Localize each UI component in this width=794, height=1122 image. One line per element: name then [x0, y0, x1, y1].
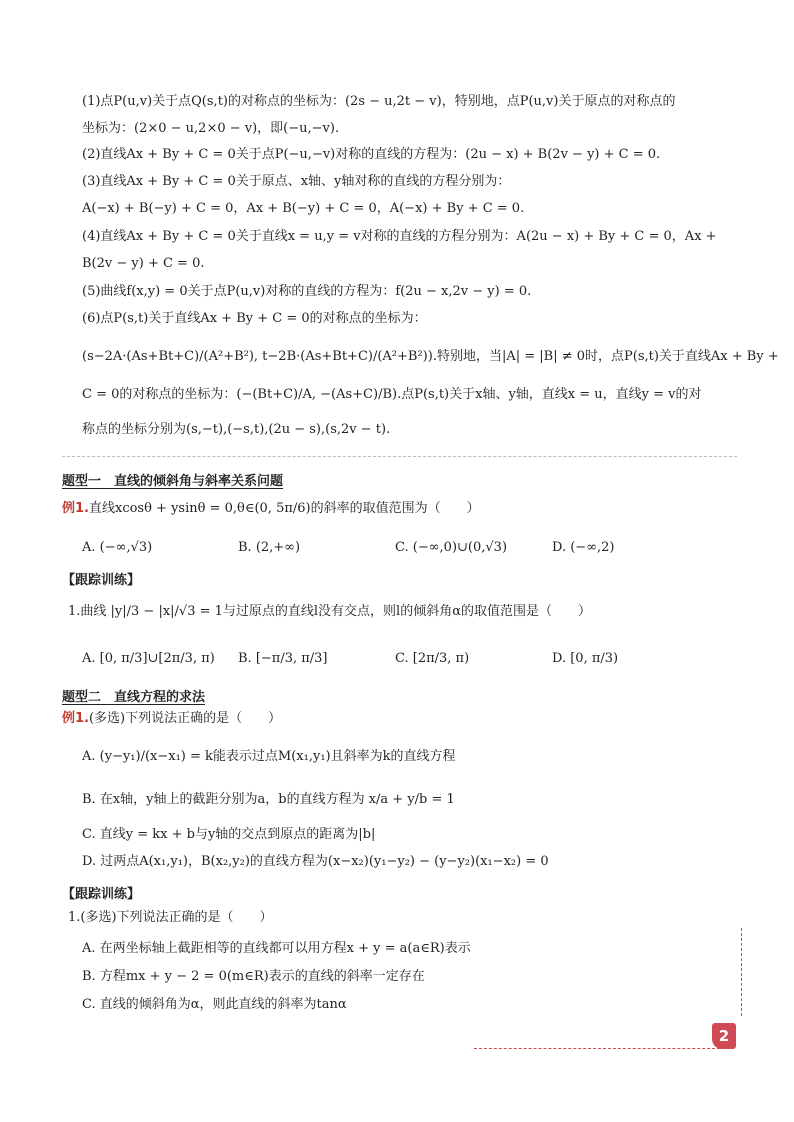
formula-line: (s−2A·(As+Bt+C)/(A²+B²), t−2B·(As+Bt+C)/(A²+B²)).特别地，当|A| = |B| ≠ 0时，点P(s,t)关于直线Ax + By + — [82, 349, 779, 364]
option-b: B. 在x轴，y轴上的截距分别为a，b的直线方程为 x/a + y/b = 1 — [82, 792, 455, 807]
option-b: B. (2,+∞) — [238, 540, 301, 555]
example-question — [62, 500, 480, 518]
example-text: (多选)下列说法正确的是（ ） — [88, 711, 282, 726]
formula-line: (6)点P(s,t)关于直线Ax + By + C = 0的对称点的坐标为： — [82, 311, 427, 326]
practice-option-a: A. [0, π/3]∪[2π/3, π) — [82, 651, 215, 666]
formula-line: B(2v − y) + C = 0. — [82, 256, 205, 271]
option-d: D. (−∞,2) — [552, 540, 615, 555]
option-a: A. (−∞,√3) — [82, 540, 153, 555]
practice-option-c: C. [2π/3, π) — [395, 651, 470, 666]
formula-line: C = 0的对称点的坐标为：(−(Bt+C)/A, −(As+C)/B).点P(s,t)关于x轴、y轴，直线x = u，直线y = v的对 — [82, 387, 702, 402]
section-title: 题型二 直线方程的求法 — [62, 690, 206, 705]
option-d: D. 过两点A(x₁,y₁)，B(x₂,y₂)的直线方程为(x−x₂)(y₁−y₂) − (y−y₂)(x₁−x₂) = 0 — [82, 854, 549, 869]
practice-option-d: D. [0, π/3) — [552, 651, 619, 666]
section-title: 题型一 直线的倾斜角与斜率关系问题 — [62, 474, 284, 489]
formula-line: 称点的坐标分别为(s,−t),(−s,t),(2u − s),(s,2v − t). — [82, 422, 391, 437]
practice-option-b: B. 方程mx + y − 2 = 0(m∈R)表示的直线的斜率一定存在 — [82, 969, 425, 984]
formula-line: A(−x) + B(−y) + C = 0，Ax + B(−y) + C = 0，A(−x) + By + C = 0. — [82, 201, 525, 216]
formula-line: (5)曲线f(x,y) = 0关于点P(u,v)对称的直线的方程为：f(2u − x,2v − y) = 0. — [82, 284, 532, 299]
page-corner-border — [741, 928, 742, 1016]
section-divider — [62, 456, 737, 457]
practice-option-a: A. 在两坐标轴上截距相等的直线都可以用方程x + y = a(a∈R)表示 — [82, 941, 471, 956]
example-text: 直线xcosθ + ysinθ = 0,θ∈(0, 5π/6)的斜率的取值范围为（ ） — [88, 501, 480, 516]
practice-option-c: C. 直线的倾斜角为α，则此直线的斜率为tanα — [82, 997, 347, 1012]
example-marker: 例1. — [62, 501, 89, 516]
practice-question: 1.(多选)下列说法正确的是（ ） — [68, 910, 273, 925]
formula-line: 坐标为：(2×0 − u,2×0 − v)，即(−u,−v). — [82, 121, 340, 136]
example-question — [62, 710, 281, 728]
follow-up-label: 【跟踪训练】 — [62, 573, 141, 588]
formula-line: (2)直线Ax + By + C = 0关于点P(−u,−v)对称的直线的方程为：(2u − x) + B(2v − y) + C = 0. — [82, 147, 661, 162]
page-number: 2 — [712, 1023, 736, 1049]
option-c: C. 直线y = kx + b与y轴的交点到原点的距离为|b| — [82, 827, 376, 842]
option-c: C. (−∞,0)∪(0,√3) — [395, 540, 508, 555]
option-a: A. (y−y₁)/(x−x₁) = k能表示过点M(x₁,y₁)且斜率为k的直线方程 — [82, 749, 456, 764]
example-marker: 例1. — [62, 711, 89, 726]
page-bottom-border — [474, 1048, 730, 1049]
practice-option-b: B. [−π/3, π/3] — [238, 651, 328, 666]
formula-line: (4)直线Ax + By + C = 0关于直线x = u,y = v对称的直线的方程分别为：A(2u − x) + By + C = 0，Ax + — [82, 229, 717, 244]
formula-line: (1)点P(u,v)关于点Q(s,t)的对称点的坐标为：(2s − u,2t − v)，特别地，点P(u,v)关于原点的对称点的 — [82, 94, 676, 109]
formula-line: (3)直线Ax + By + C = 0关于原点、x轴、y轴对称的直线的方程分别为： — [82, 174, 511, 189]
follow-up-label: 【跟踪训练】 — [62, 887, 141, 902]
practice-question: 1.曲线 |y|/3 − |x|/√3 = 1与过原点的直线l没有交点，则l的倾斜角α的取值范围是（ ） — [68, 604, 591, 619]
